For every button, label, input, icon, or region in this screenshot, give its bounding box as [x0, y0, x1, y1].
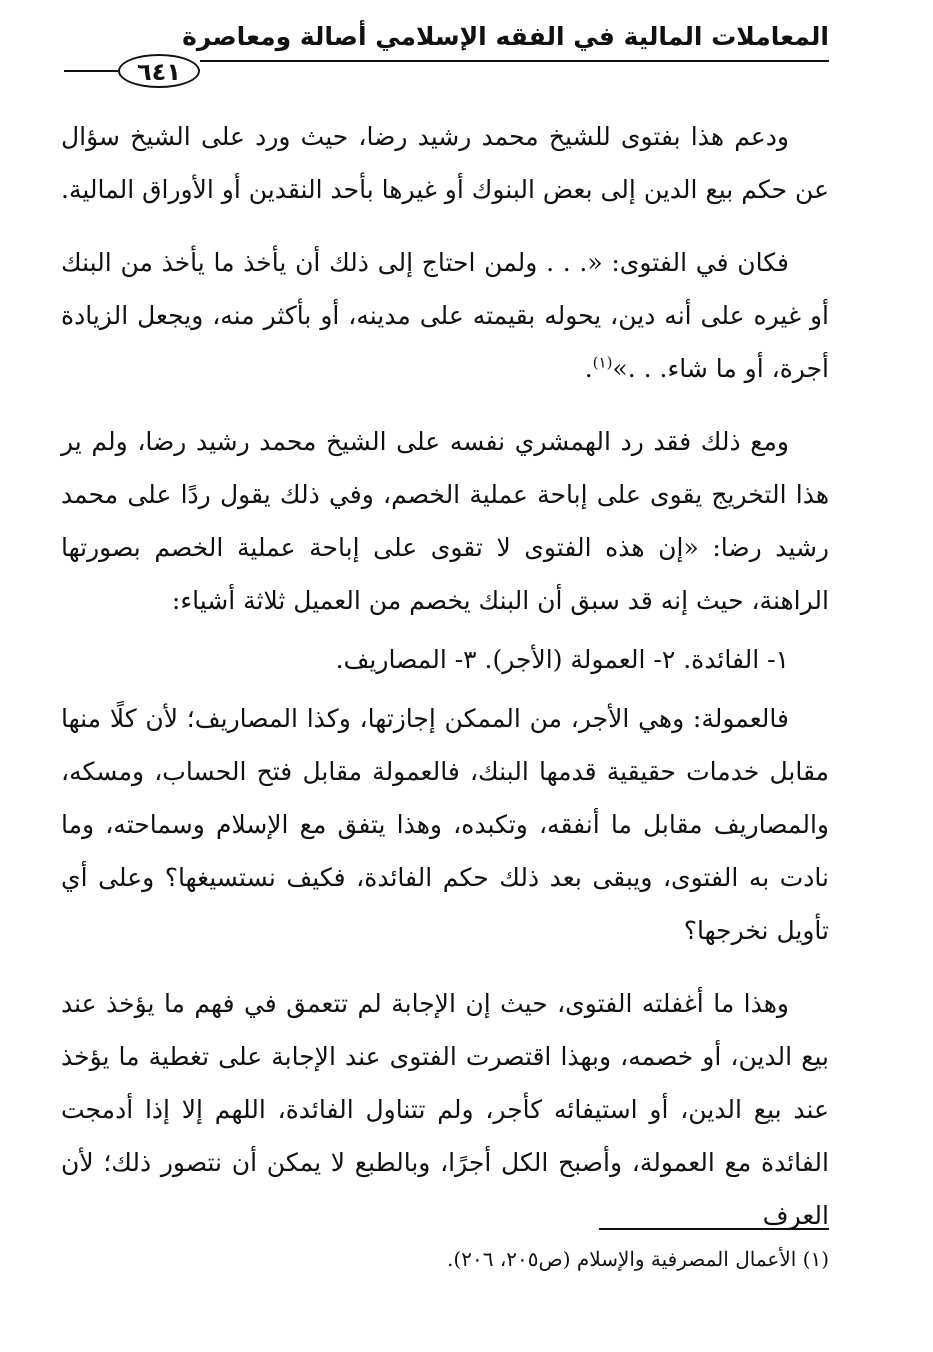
- footnote-marker: (١): [592, 353, 613, 372]
- footnote: (١) الأعمال المصرفية والإسلام (ص٢٠٥، ٢٠٦).: [447, 1247, 829, 1271]
- paragraph-three-items: ١- الفائدة. ٢- العمولة (الأجر). ٣- المصاريف.: [335, 645, 789, 674]
- paragraph-commission: فالعمولة: وهي الأجر، من الممكن إجازتها، وكذا المصاريف؛ لأن كلًا منها مقابل خدمات حقيقية قدمها البنك، فالعمولة مقابل فتح الحساب، ومسكه، والمصاريف مقابل ما أنفقه، وتكبده، وهذا يتفق مع الإسلام وسماحته، وما نادت به الفتوى، ويبقى بعد ذلك حكم الفائدة، فكيف نستسيغها؟ وعلى أي تأويل نخرجها؟: [61, 704, 829, 945]
- page-number: ٦٤١: [118, 54, 200, 88]
- footnote-rule: [599, 1228, 829, 1230]
- fatwa-quote-text: فكان في الفتوى: «. . . ولمن احتاج إلى ذلك أن يأخذ ما يأخذ من البنك أو غيره على أنه دين، يحوله بقيمته على مدينه، أو بأكثر منه، ويجعل الزيادة أجرة، أو ما شاء. . .»: [61, 248, 829, 383]
- page-number-rule: [64, 70, 118, 72]
- body-text: [61, 110, 829, 1262]
- header-rule: [200, 60, 829, 62]
- paragraph-fatwa-quote: فكان في الفتوى: «. . . ولمن احتاج إلى ذلك أن يأخذ ما يأخذ من البنك أو غيره على أنه دين، يحوله بقيمته على مدينه، أو بأكثر منه، ويجعل الزيادة أجرة، أو ما شاء. . .»$^{(١)}$.: [61, 248, 829, 383]
- paragraph-fatwa-intro: ودعم هذا بفتوى للشيخ محمد رشيد رضا، حيث ورد على الشيخ سؤال عن حكم بيع الدين إلى بعض البنوك أو غيرها بأحد النقدين أو الأوراق المالية.: [61, 122, 829, 204]
- paragraph-omission: وهذا ما أغفلته الفتوى، حيث إن الإجابة لم تتعمق في فهم ما يؤخذ عند بيع الدين، أو خصمه، وبهذا اقتصرت الفتوى عند الإجابة على تغطية ما يؤخذ عند بيع الدين، أو استيفائه كأجر، ولم تتناول الفائدة، اللهم إلا إذا أدمجت الفائدة مع العمولة، وأصبح الكل أجرًا، وبالطبع لا يمكن أن نتصور ذلك؛ لأن العرف: [61, 989, 829, 1230]
- paragraph-hamshari-reply: ومع ذلك فقد رد الهمشري نفسه على الشيخ محمد رشيد رضا، ولم ير هذا التخريج يقوى على إباحة عملية الخصم، وفي ذلك يقول ردًا على محمد رشيد رضا: «إن هذه الفتوى لا تقوى على إباحة عملية الخصم بصورتها الراهنة، حيث إنه قد سبق أن البنك يخصم من العميل ثلاثة أشياء:: [61, 427, 829, 615]
- running-header: المعاملات المالية في الفقه الإسلامي أصالة ومعاصرة: [182, 22, 829, 51]
